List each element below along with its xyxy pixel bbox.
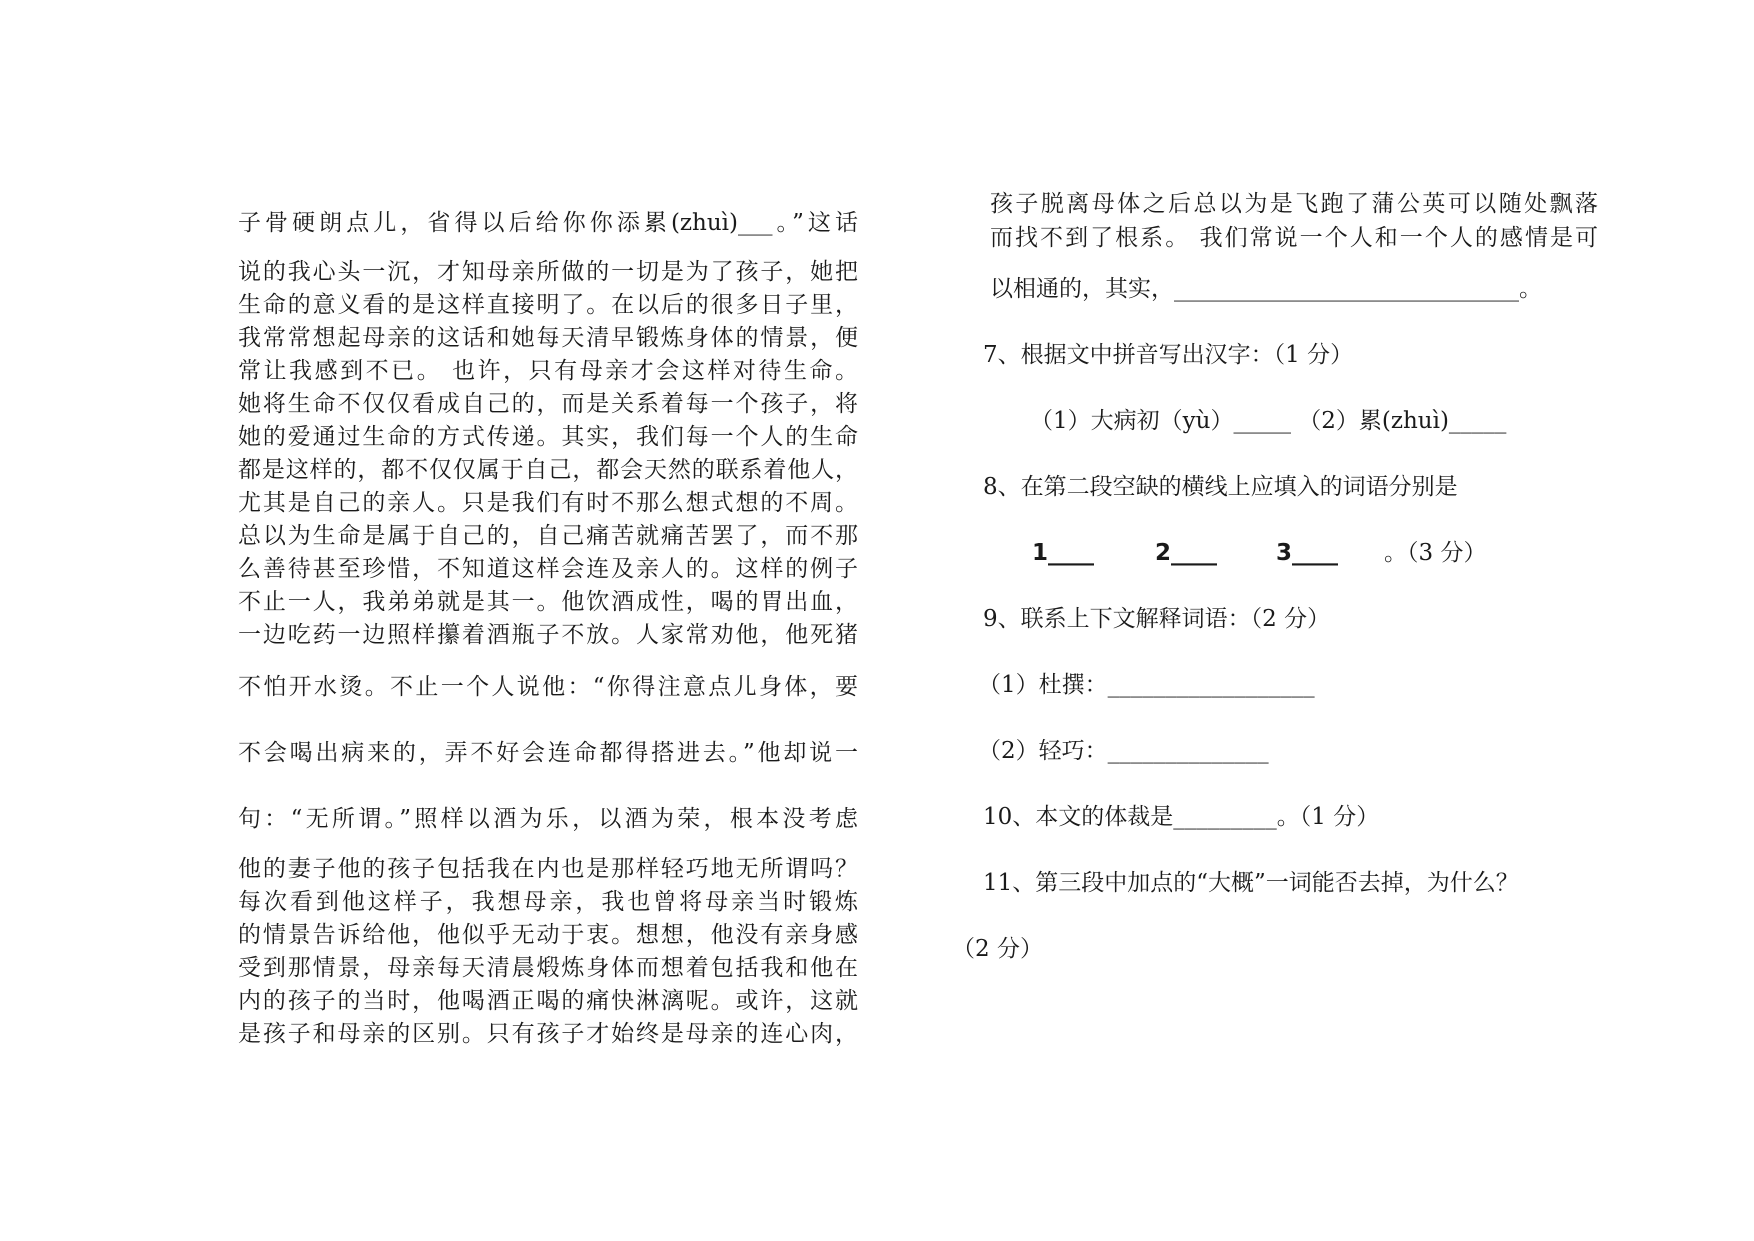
passage-line: 她的爱通过生命的方式传递。其实，我们每一个人的生命 <box>238 424 858 450</box>
passage-continuation-line: 孩子脱离母体之后总以为是飞跑了蒲公英可以随处飘落 <box>990 191 1598 217</box>
question-8: 8、在第二段空缺的横线上应填入的词语分别是 <box>983 474 1458 500</box>
passage-line: 每次看到他这样子，我想母亲，我也曾将母亲当时锻炼 <box>238 889 858 915</box>
question-11-score: （2 分） <box>952 936 1043 962</box>
passage-line: 她将生命不仅仅看成自己的，而是关系着每一个孩子，将 <box>238 391 858 417</box>
passage-line: 子骨硬朗点儿，省得以后给你你添累(zhuì)___。”这话 <box>238 210 858 236</box>
passage-line: 一边吃药一边照样攥着酒瓶子不放。人家常劝他，他死猪 <box>238 622 858 648</box>
question-9: 9、联系上下文解释词语：（2 分） <box>983 606 1331 632</box>
passage-line: 都是这样的，都不仅仅属于自己，都会天然的联系着他人， <box>238 457 858 483</box>
passage-continuation-line: 而找不到了根系。 我们常说一个人和一个人的感情是可 <box>990 225 1598 251</box>
passage-line: 不怕开水烫。不止一个人说他：“你得注意点儿身体，要 <box>238 674 858 700</box>
question-8-blank-3: 3____ <box>1276 540 1339 566</box>
passage-line: 不会喝出病来的，弄不好会连命都得搭进去。”他却说一 <box>238 740 858 766</box>
question-11: 11、第三段中加点的“大概”一词能否去掉，为什么？ <box>983 870 1519 896</box>
passage-line: 么善待甚至珍惜，不知道这样会连及亲人的。这样的例子 <box>238 556 858 582</box>
question-9-item-2: （2）轻巧：______________ <box>978 738 1269 764</box>
passage-line: 我常常想起母亲的这话和她每天清早锻炼身体的情景，便 <box>238 325 858 351</box>
passage-line: 受到那情景，母亲每天清晨煅炼身体而想着包括我和他在 <box>238 955 858 981</box>
passage-line: 的情景告诉给他，他似乎无动于衷。想想，他没有亲身感 <box>238 922 858 948</box>
question-8-blank-1: 1____ <box>1032 540 1095 566</box>
passage-line: 总以为生命是属于自己的，自己痛苦就痛苦罢了，而不那 <box>238 523 858 549</box>
passage-line: 生命的意义看的是这样直接明了。在以后的很多日子里， <box>238 292 858 318</box>
passage-line: 说的我心头一沉，才知母亲所做的一切是为了孩子，她把 <box>238 259 858 285</box>
question-9-item-1: （1）杜撰：__________________ <box>978 672 1315 698</box>
passage-line: 常让我感到不已。 也许，只有母亲才会这样对待生命。 <box>238 358 858 384</box>
passage-line: 他的妻子他的孩子包括我在内也是那样轻巧地无所谓吗？ <box>238 856 858 882</box>
passage-continuation-line: 以相通的，其实，______________________________。 <box>990 276 1542 302</box>
passage-line: 不止一人，我弟弟就是其一。他饮酒成性，喝的胃出血， <box>238 589 858 615</box>
question-10: 10、本文的体裁是_________。（1 分） <box>983 804 1380 830</box>
passage-line: 是孩子和母亲的区别。只有孩子才始终是母亲的连心肉， <box>238 1021 858 1047</box>
question-8-blank-2: 2____ <box>1155 540 1218 566</box>
passage-line: 内的孩子的当时，他喝酒正喝的痛快淋漓呢。或许，这就 <box>238 988 858 1014</box>
passage-line: 句：“无所谓。”照样以酒为乐，以酒为荣，根本没考虑 <box>238 806 858 832</box>
question-8-score: 。（3 分） <box>1384 540 1487 566</box>
passage-line: 尤其是自己的亲人。只是我们有时不那么想式想的不周。 <box>238 490 858 516</box>
question-7-items: （1）大病初（yù）_____ （2）累(zhuì)_____ <box>1030 408 1507 434</box>
question-7: 7、根据文中拼音写出汉字：（1 分） <box>983 342 1354 368</box>
